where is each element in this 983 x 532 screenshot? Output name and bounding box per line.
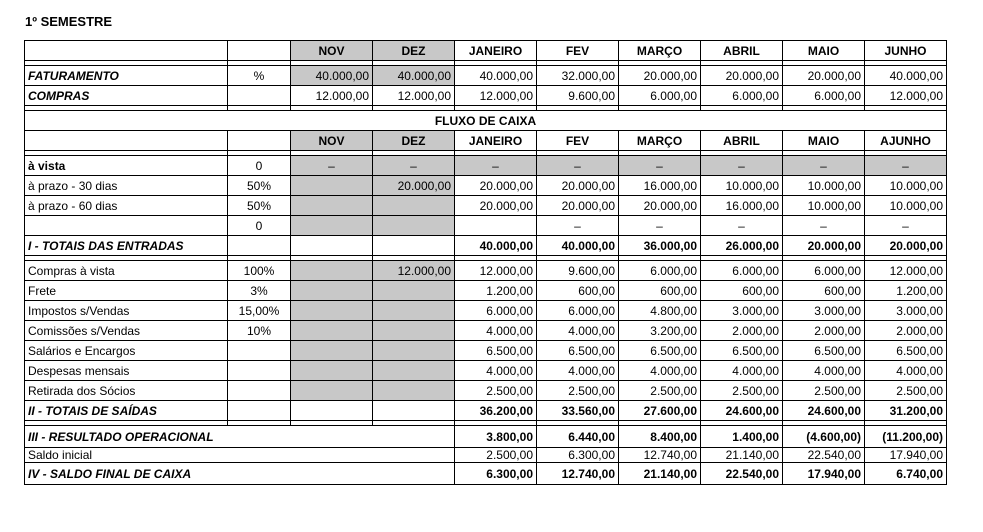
total-entradas-value: 40.000,00 bbox=[455, 236, 537, 256]
saida-value: 3.200,00 bbox=[619, 321, 701, 341]
resultado-value: 6.440,00 bbox=[537, 426, 619, 448]
compras-label: COMPRAS bbox=[25, 86, 228, 106]
compras-value: 12.000,00 bbox=[373, 86, 455, 106]
entrada-value: 20.000,00 bbox=[455, 196, 537, 216]
saida-value: 4.000,00 bbox=[537, 361, 619, 381]
saida-value: 6.500,00 bbox=[537, 341, 619, 361]
entrada-value bbox=[291, 216, 373, 236]
saida-value: 4.000,00 bbox=[619, 361, 701, 381]
saldo-final-row bbox=[25, 463, 947, 485]
entrada-value: – bbox=[619, 156, 701, 176]
saida-value: 2.500,00 bbox=[865, 381, 947, 401]
blank-cell bbox=[228, 236, 291, 256]
faturamento-value: 20.000,00 bbox=[783, 66, 865, 86]
entrada-value: – bbox=[865, 156, 947, 176]
total-entradas-value: 40.000,00 bbox=[537, 236, 619, 256]
saldo-final-value: 22.540,00 bbox=[701, 463, 783, 485]
saida-value: 600,00 bbox=[537, 281, 619, 301]
saida-row bbox=[25, 341, 947, 361]
saida-value: 4.800,00 bbox=[619, 301, 701, 321]
saida-label: Comissões s/Vendas bbox=[25, 321, 228, 341]
saida-label: Compras à vista bbox=[25, 261, 228, 281]
saida-row bbox=[25, 361, 947, 381]
entrada-label bbox=[25, 216, 228, 236]
saida-value: 2.500,00 bbox=[537, 381, 619, 401]
entrada-value: – bbox=[783, 216, 865, 236]
saida-value bbox=[291, 321, 373, 341]
saida-value bbox=[373, 301, 455, 321]
total-saidas-value: 36.200,00 bbox=[455, 401, 537, 421]
month-header: NOV bbox=[291, 41, 373, 61]
compras-row bbox=[25, 86, 947, 106]
total-entradas-value: 20.000,00 bbox=[865, 236, 947, 256]
header-blank-cell bbox=[25, 41, 228, 61]
saida-pct: 10% bbox=[228, 321, 291, 341]
month-header-row bbox=[25, 41, 947, 61]
entrada-value bbox=[373, 196, 455, 216]
compras-value: 12.000,00 bbox=[865, 86, 947, 106]
fluxo-title: FLUXO DE CAIXA bbox=[25, 111, 947, 131]
total-entradas-label: I - TOTAIS DAS ENTRADAS bbox=[25, 236, 228, 256]
total-entradas-value: 20.000,00 bbox=[783, 236, 865, 256]
month-header: DEZ bbox=[373, 131, 455, 151]
saida-row bbox=[25, 321, 947, 341]
saida-value: 12.000,00 bbox=[455, 261, 537, 281]
blank-cell bbox=[228, 401, 291, 421]
saida-value: 12.000,00 bbox=[865, 261, 947, 281]
saida-value bbox=[291, 261, 373, 281]
total-saidas-value: 24.600,00 bbox=[701, 401, 783, 421]
saida-value bbox=[291, 341, 373, 361]
saida-label: Frete bbox=[25, 281, 228, 301]
total-saidas-label: II - TOTAIS DE SAÍDAS bbox=[25, 401, 228, 421]
saida-value: 6.000,00 bbox=[701, 261, 783, 281]
month-header: NOV bbox=[291, 131, 373, 151]
saida-value bbox=[291, 381, 373, 401]
entrada-pct: 0 bbox=[228, 156, 291, 176]
saida-value bbox=[291, 361, 373, 381]
faturamento-value: 40.000,00 bbox=[373, 66, 455, 86]
saida-label: Retirada dos Sócios bbox=[25, 381, 228, 401]
saldo-final-value: 21.140,00 bbox=[619, 463, 701, 485]
saida-value bbox=[373, 361, 455, 381]
entrada-value: – bbox=[537, 156, 619, 176]
compras-unit bbox=[228, 86, 291, 106]
saldo-final-value: 12.740,00 bbox=[537, 463, 619, 485]
saida-value: 2.000,00 bbox=[783, 321, 865, 341]
saida-value: 6.500,00 bbox=[619, 341, 701, 361]
total-saidas-value: 27.600,00 bbox=[619, 401, 701, 421]
saldo-inicial-value: 17.940,00 bbox=[865, 448, 947, 463]
saida-value: 2.500,00 bbox=[455, 381, 537, 401]
saida-value: 600,00 bbox=[783, 281, 865, 301]
saida-label: Despesas mensais bbox=[25, 361, 228, 381]
month-header: MARÇO bbox=[619, 131, 701, 151]
saida-value: 2.500,00 bbox=[701, 381, 783, 401]
fluxo-title-row bbox=[25, 111, 947, 131]
saldo-final-value: 17.940,00 bbox=[783, 463, 865, 485]
faturamento-unit: % bbox=[228, 66, 291, 86]
entrada-label: à prazo - 60 dias bbox=[25, 196, 228, 216]
month-header: JUNHO bbox=[865, 41, 947, 61]
faturamento-row bbox=[25, 66, 947, 86]
entrada-row bbox=[25, 196, 947, 216]
compras-value: 6.000,00 bbox=[619, 86, 701, 106]
saida-value: 3.000,00 bbox=[783, 301, 865, 321]
saida-value: 9.600,00 bbox=[537, 261, 619, 281]
resultado-label: III - RESULTADO OPERACIONAL bbox=[25, 426, 455, 448]
saida-value: 6.500,00 bbox=[783, 341, 865, 361]
saldo-final-label: IV - SALDO FINAL DE CAIXA bbox=[25, 463, 455, 485]
saida-value: 6.500,00 bbox=[455, 341, 537, 361]
resultado-row bbox=[25, 426, 947, 448]
month-header: FEV bbox=[537, 41, 619, 61]
saida-pct bbox=[228, 381, 291, 401]
saldo-final-value: 6.740,00 bbox=[865, 463, 947, 485]
entrada-value bbox=[455, 216, 537, 236]
entrada-value: – bbox=[373, 156, 455, 176]
faturamento-value: 20.000,00 bbox=[701, 66, 783, 86]
entrada-value: – bbox=[865, 216, 947, 236]
month-header: ABRIL bbox=[701, 41, 783, 61]
compras-value: 12.000,00 bbox=[455, 86, 537, 106]
saldo-inicial-value: 22.540,00 bbox=[783, 448, 865, 463]
entrada-label: à vista bbox=[25, 156, 228, 176]
faturamento-value: 40.000,00 bbox=[865, 66, 947, 86]
total-saidas-value: 33.560,00 bbox=[537, 401, 619, 421]
compras-value: 6.000,00 bbox=[783, 86, 865, 106]
saldo-inicial-value: 2.500,00 bbox=[455, 448, 537, 463]
saida-pct bbox=[228, 361, 291, 381]
total-entradas-value: 36.000,00 bbox=[619, 236, 701, 256]
saida-row bbox=[25, 281, 947, 301]
faturamento-value: 40.000,00 bbox=[455, 66, 537, 86]
header-blank-cell bbox=[25, 131, 228, 151]
saida-pct: 100% bbox=[228, 261, 291, 281]
month-header-row bbox=[25, 131, 947, 151]
saida-value: 1.200,00 bbox=[865, 281, 947, 301]
month-header: MAIO bbox=[783, 41, 865, 61]
saida-value: 4.000,00 bbox=[701, 361, 783, 381]
month-header: JANEIRO bbox=[455, 131, 537, 151]
saida-pct: 3% bbox=[228, 281, 291, 301]
total-saidas-value: 24.600,00 bbox=[783, 401, 865, 421]
month-header: MARÇO bbox=[619, 41, 701, 61]
saida-value bbox=[291, 281, 373, 301]
blank-cell bbox=[373, 236, 455, 256]
saida-value bbox=[373, 381, 455, 401]
entrada-value: – bbox=[619, 216, 701, 236]
saida-value: 6.500,00 bbox=[701, 341, 783, 361]
resultado-value: 3.800,00 bbox=[455, 426, 537, 448]
saida-value: 12.000,00 bbox=[373, 261, 455, 281]
saida-row bbox=[25, 381, 947, 401]
month-header: JANEIRO bbox=[455, 41, 537, 61]
saida-value: 6.000,00 bbox=[619, 261, 701, 281]
total-entradas-value: 26.000,00 bbox=[701, 236, 783, 256]
saida-value bbox=[373, 281, 455, 301]
saida-row bbox=[25, 301, 947, 321]
entrada-value: 16.000,00 bbox=[701, 196, 783, 216]
entrada-value: 10.000,00 bbox=[701, 176, 783, 196]
entrada-pct: 50% bbox=[228, 196, 291, 216]
entrada-value: – bbox=[783, 156, 865, 176]
entrada-row bbox=[25, 156, 947, 176]
saida-value: 4.000,00 bbox=[537, 321, 619, 341]
saida-value: 3.000,00 bbox=[865, 301, 947, 321]
entrada-value: 20.000,00 bbox=[455, 176, 537, 196]
saida-value: 3.000,00 bbox=[701, 301, 783, 321]
entrada-value: – bbox=[291, 156, 373, 176]
entrada-value: 10.000,00 bbox=[865, 176, 947, 196]
blank-cell bbox=[291, 401, 373, 421]
saldo-inicial-value: 12.740,00 bbox=[619, 448, 701, 463]
cash-flow-table bbox=[24, 40, 947, 485]
saida-value: 6.000,00 bbox=[455, 301, 537, 321]
month-header: DEZ bbox=[373, 41, 455, 61]
saida-row bbox=[25, 261, 947, 281]
resultado-value: 1.400,00 bbox=[701, 426, 783, 448]
entrada-value: 20.000,00 bbox=[373, 176, 455, 196]
saldo-inicial-value: 6.300,00 bbox=[537, 448, 619, 463]
entrada-value: 20.000,00 bbox=[619, 196, 701, 216]
saida-value: 2.000,00 bbox=[865, 321, 947, 341]
total-saidas-value: 31.200,00 bbox=[865, 401, 947, 421]
entrada-value: 10.000,00 bbox=[783, 196, 865, 216]
month-header: MAIO bbox=[783, 131, 865, 151]
saida-label: Impostos s/Vendas bbox=[25, 301, 228, 321]
faturamento-label: FATURAMENTO bbox=[25, 66, 228, 86]
saida-value: 4.000,00 bbox=[455, 321, 537, 341]
saida-value: 600,00 bbox=[701, 281, 783, 301]
entrada-value bbox=[291, 196, 373, 216]
saida-value: 6.500,00 bbox=[865, 341, 947, 361]
month-header: AJUNHO bbox=[865, 131, 947, 151]
resultado-value: 8.400,00 bbox=[619, 426, 701, 448]
saida-value: 6.000,00 bbox=[783, 261, 865, 281]
saida-value: 2.500,00 bbox=[783, 381, 865, 401]
header-blank-cell bbox=[228, 41, 291, 61]
saida-pct: 15,00% bbox=[228, 301, 291, 321]
saida-pct bbox=[228, 341, 291, 361]
entrada-value: 20.000,00 bbox=[537, 196, 619, 216]
entrada-value: – bbox=[455, 156, 537, 176]
entrada-value: 16.000,00 bbox=[619, 176, 701, 196]
entrada-value: – bbox=[701, 156, 783, 176]
entrada-label: à prazo - 30 dias bbox=[25, 176, 228, 196]
total-saidas-row bbox=[25, 401, 947, 421]
faturamento-value: 40.000,00 bbox=[291, 66, 373, 86]
compras-value: 9.600,00 bbox=[537, 86, 619, 106]
saida-value bbox=[373, 321, 455, 341]
blank-cell bbox=[373, 401, 455, 421]
entrada-value: 20.000,00 bbox=[537, 176, 619, 196]
saldo-inicial-label: Saldo inicial bbox=[25, 448, 455, 463]
faturamento-value: 32.000,00 bbox=[537, 66, 619, 86]
total-entradas-row bbox=[25, 236, 947, 256]
page-title: 1º SEMESTRE bbox=[25, 14, 113, 29]
saida-value: 2.500,00 bbox=[619, 381, 701, 401]
saida-value: 4.000,00 bbox=[865, 361, 947, 381]
saida-value bbox=[291, 301, 373, 321]
saida-value: 6.000,00 bbox=[537, 301, 619, 321]
entrada-row bbox=[25, 216, 947, 236]
saldo-inicial-value: 21.140,00 bbox=[701, 448, 783, 463]
entrada-value: – bbox=[701, 216, 783, 236]
month-header: FEV bbox=[537, 131, 619, 151]
resultado-value: (11.200,00) bbox=[865, 426, 947, 448]
saida-value: 2.000,00 bbox=[701, 321, 783, 341]
entrada-value: – bbox=[537, 216, 619, 236]
entrada-value: 10.000,00 bbox=[783, 176, 865, 196]
saida-label: Salários e Encargos bbox=[25, 341, 228, 361]
entrada-value bbox=[373, 216, 455, 236]
entrada-value: 10.000,00 bbox=[865, 196, 947, 216]
compras-value: 6.000,00 bbox=[701, 86, 783, 106]
saldo-inicial-row bbox=[25, 448, 947, 463]
saida-value bbox=[373, 341, 455, 361]
entrada-pct: 0 bbox=[228, 216, 291, 236]
saida-value: 4.000,00 bbox=[455, 361, 537, 381]
month-header: ABRIL bbox=[701, 131, 783, 151]
saida-value: 4.000,00 bbox=[783, 361, 865, 381]
saida-value: 1.200,00 bbox=[455, 281, 537, 301]
entrada-value bbox=[291, 176, 373, 196]
faturamento-value: 20.000,00 bbox=[619, 66, 701, 86]
compras-value: 12.000,00 bbox=[291, 86, 373, 106]
resultado-value: (4.600,00) bbox=[783, 426, 865, 448]
blank-cell bbox=[291, 236, 373, 256]
entrada-row bbox=[25, 176, 947, 196]
saldo-final-value: 6.300,00 bbox=[455, 463, 537, 485]
header-blank-cell bbox=[228, 131, 291, 151]
saida-value: 600,00 bbox=[619, 281, 701, 301]
entrada-pct: 50% bbox=[228, 176, 291, 196]
